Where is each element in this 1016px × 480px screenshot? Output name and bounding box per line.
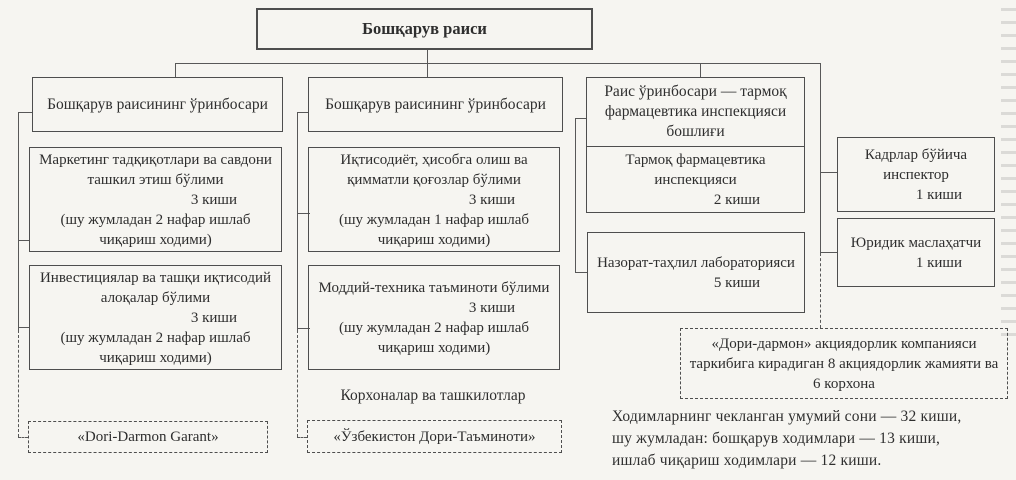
subsidiary-label: «Ўзбекистон Дори-Таъминоти» — [333, 428, 536, 445]
dept-headcount: 5 киши — [713, 274, 760, 291]
dept-box-investments — [29, 265, 282, 370]
connector-col4-rail — [820, 63, 821, 253]
subsidiary-label: «Dori-Darmon Garant» — [77, 429, 219, 445]
dept-box-pharma-inspection — [586, 146, 805, 213]
dept-note: (шу жумладан 2 нафар ишлаб чиқариш ходими) — [60, 329, 251, 366]
subsidiary-box-dori-darmon-companies — [680, 328, 1008, 399]
subsidiary-box-uzbekiston-dori-taminoti — [307, 420, 562, 453]
dept-headcount: 1 киши — [915, 186, 962, 203]
col1-header-label: Бошқарув раисининг ўринбосари — [47, 95, 268, 113]
connector-col2-rail-dashed — [297, 330, 298, 437]
subsidiary-box-dori-darmon-garant — [28, 421, 268, 453]
dept-headcount: 3 киши — [190, 309, 237, 326]
connector-col2-stub-header — [297, 112, 308, 113]
connector-col4-stub-1 — [820, 172, 837, 173]
dept-box-control-lab — [587, 232, 805, 313]
footnote-line-3: ишлаб чиқариш ходимлари — 12 киши. — [612, 452, 882, 469]
dept-title: Тармоқ фармацевтика инспекцияси — [625, 151, 766, 188]
dept-headcount: 3 киши — [190, 191, 237, 208]
connector-col1-rail — [18, 112, 19, 330]
col2-header-label: Бошқарув раисининг ўринбосари — [325, 95, 546, 113]
footnote-line-2: шу жумладан: бошқарув ходимлари — 13 киши, — [612, 430, 941, 447]
dept-headcount: 1 киши — [915, 254, 962, 271]
dept-headcount: 3 киши — [468, 191, 515, 208]
connector-col1-stub-1 — [18, 240, 29, 241]
connector-col1-stub-header — [18, 112, 32, 113]
staff-summary-footnote — [612, 406, 1014, 472]
connector-col2-stub-dashed — [297, 437, 307, 438]
dept-box-legal-advisor — [837, 218, 995, 287]
dept-note: (шу жумладан 2 нафар ишлаб чиқариш ходими) — [60, 211, 251, 248]
connector-col3-rail — [575, 118, 576, 272]
dept-title: Инвестициялар ва ташқи иқтисодий алоқалар бўлими — [39, 269, 272, 306]
scan-bleed-artifact — [1001, 8, 1016, 338]
connector-col2-rail — [297, 112, 298, 330]
dept-title: Юридик маслаҳатчи — [850, 234, 982, 251]
dept-title: Маркетинг тадқиқотлари ва савдони ташкил этиш бўлими — [39, 151, 272, 188]
connector-col1-drop — [175, 63, 176, 77]
root-box-label: Бошқарув раиси — [362, 19, 487, 38]
connector-col1-stub-2 — [18, 327, 29, 328]
connector-col4-dashed-drop — [820, 253, 821, 328]
dept-box-logistics — [308, 265, 560, 370]
dept-title: Кадрлар бўйича инспектор — [864, 146, 968, 183]
dept-title: Иқтисодиёт, ҳисобга олиш ва қимматли қоғозлар бўлими — [340, 151, 528, 188]
connector-col1-stub-dashed — [18, 437, 28, 438]
col2-caption-enterprises: Корхоналар ва ташкилотлар — [340, 387, 526, 404]
connector-col1-rail-dashed — [18, 330, 19, 437]
dept-title: Назорат-таҳлил лабораторияси — [597, 254, 795, 271]
dept-note: (шу жумладан 2 нафар ишлаб чиқариш ходими) — [338, 319, 530, 356]
col3-header-pharma-inspection-chief — [586, 77, 805, 147]
col3-header-label: Раис ўринбосари — тармоқ фармацевтика инспекцияси бошлиғи — [604, 83, 787, 140]
col1-header-deputy-chairman — [32, 77, 283, 132]
dept-headcount: 3 киши — [468, 299, 515, 316]
dept-box-hr-inspector — [837, 137, 995, 212]
connector-main-horizontal — [175, 63, 821, 64]
col2-header-deputy-chairman — [308, 77, 563, 132]
dept-box-economics — [308, 147, 560, 252]
dept-note: (шу жумладан 1 нафар ишлаб чиқариш ходими) — [338, 211, 530, 248]
connector-col4-stub-2 — [820, 252, 837, 253]
subsidiary-label: «Дори-дармон» акциядорлик компанияси таркибига кирадиган 8 акциядорлик жамияти ва 6 корхона — [689, 335, 999, 392]
dept-headcount: 2 киши — [713, 191, 760, 208]
connector-col3-drop — [700, 63, 701, 77]
dept-title: Моддий-техника таъминоти бўлими — [318, 279, 550, 296]
root-box-chairman — [256, 8, 593, 50]
footnote-line-1: Ходимларнинг чекланган умумий сони — 32 киши, — [612, 408, 962, 425]
dept-box-marketing — [29, 147, 282, 252]
